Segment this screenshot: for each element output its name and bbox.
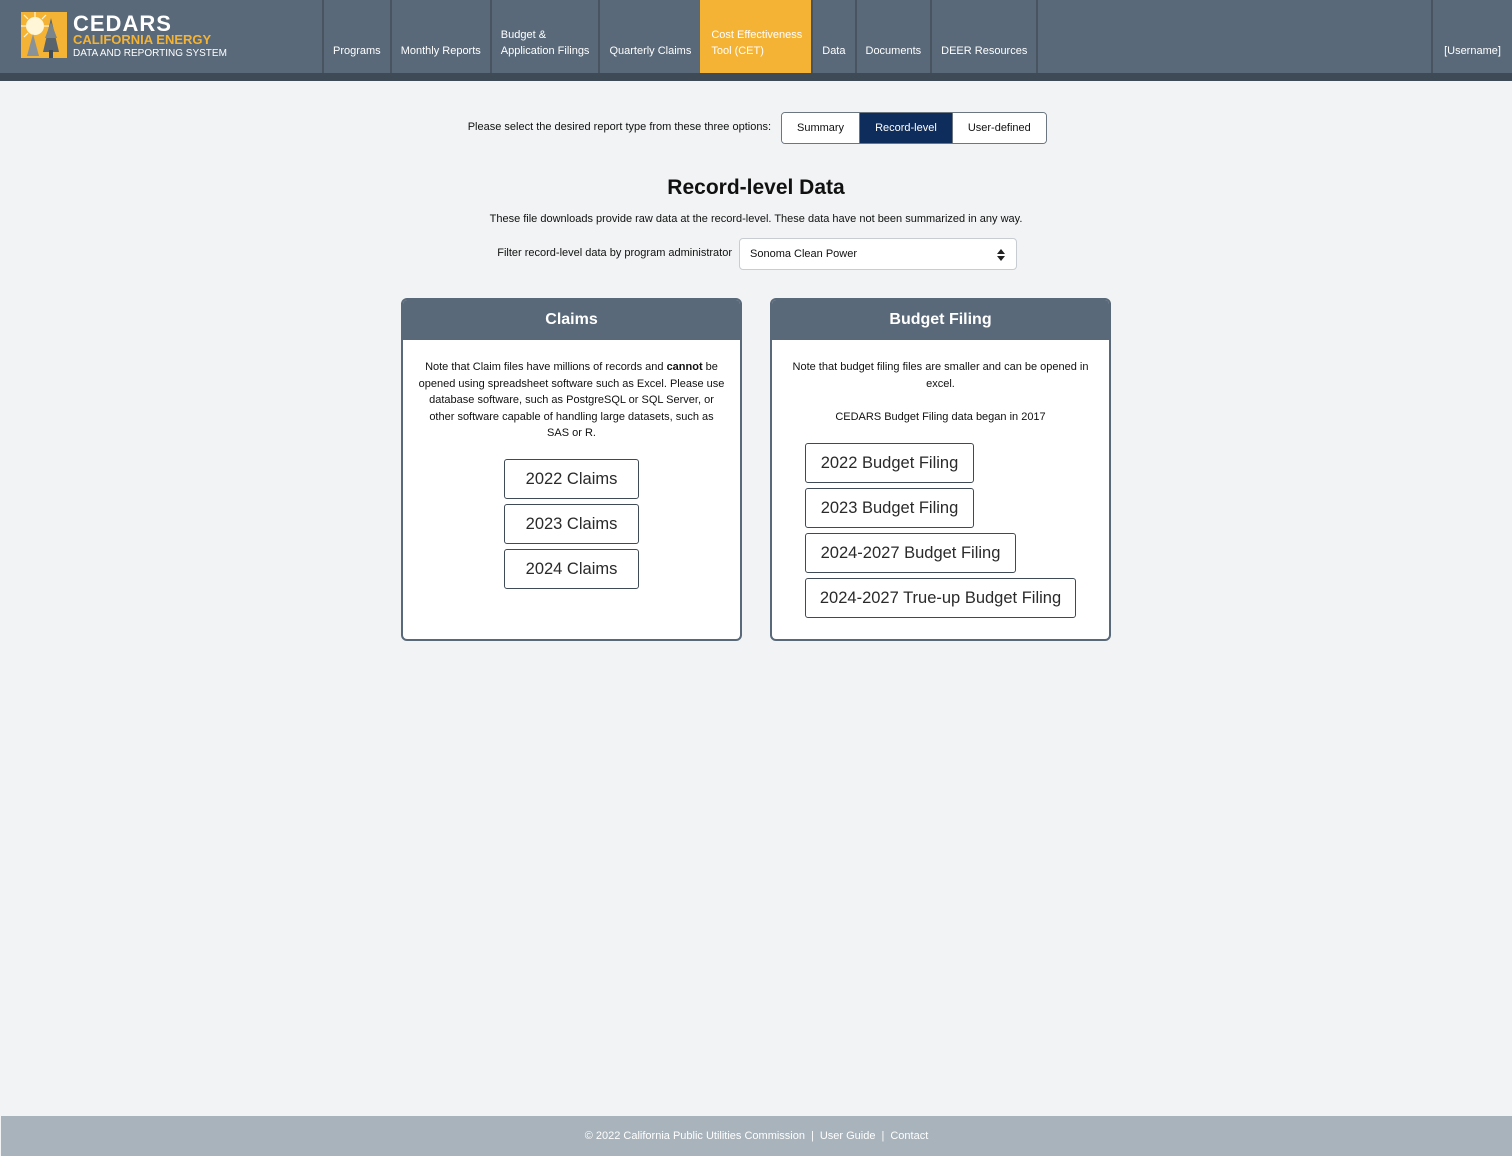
claims-download-list <box>504 459 639 589</box>
nav-label: Budget & Application Filings <box>500 29 590 57</box>
claims-note: Note that Claim files have millions of records and cannot be opened using spreadsheet software such as Excel. Please use database software, such as PostgreSQL or SQL Server, or other software capable of handling large datasets, such as SAS or R. <box>418 361 725 439</box>
download-2023-budget-filing-button[interactable]: 2023 Budget Filing <box>805 488 974 528</box>
nav-label: Quarterly Claims <box>609 45 692 57</box>
footer-separator: | <box>810 1130 814 1142</box>
contact-link[interactable]: Contact <box>890 1130 929 1142</box>
select-value: Sonoma Clean Power <box>750 248 858 260</box>
budget-card-title: Budget Filing <box>772 300 1109 340</box>
cedars-logo[interactable] <box>21 11 227 60</box>
download-2024-2027-true-up-budget-filing-button[interactable]: 2024-2027 True-up Budget Filing <box>805 578 1076 618</box>
page-description: These file downloads provide raw data at the record-level. These data have not been summarized in any way. <box>489 213 1023 225</box>
copyright: © 2022 California Public Utilities Commission <box>584 1130 805 1142</box>
download-2022-claims-button[interactable]: 2022 Claims <box>504 459 639 499</box>
nav-quarterly-claims[interactable] <box>598 0 700 73</box>
report-type-prompt: Please select the desired report type from these three options: <box>467 121 771 133</box>
nav-programs[interactable] <box>322 0 390 73</box>
nav-data[interactable] <box>811 0 854 73</box>
logo-title: CEDARS <box>73 11 172 36</box>
nav-label: DEER Resources <box>941 45 1028 57</box>
nav-label: Programs <box>333 45 381 57</box>
nav-label: Data <box>822 45 846 57</box>
budget-start-note: CEDARS Budget Filing data began in 2017 <box>835 411 1046 423</box>
user-menu[interactable] <box>1431 0 1512 73</box>
sort-arrows-icon <box>996 248 1006 262</box>
footer-separator: | <box>881 1130 885 1142</box>
footer <box>1 1116 1512 1156</box>
username: [Username] <box>1444 45 1501 57</box>
nav-label: Monthly Reports <box>400 45 481 57</box>
nav-deer-resources[interactable] <box>930 0 1036 73</box>
download-2024-2027-budget-filing-button[interactable]: 2024-2027 Budget Filing <box>805 533 1016 573</box>
logo-tagline: DATA AND REPORTING SYSTEM <box>73 48 227 59</box>
user-guide-link[interactable]: User Guide <box>819 1130 876 1142</box>
sun-tree-logo-icon <box>21 12 67 58</box>
nav-budget-application-filings[interactable] <box>490 0 599 73</box>
report-record-level-button[interactable]: Record-level <box>860 113 953 143</box>
budget-note-text: Note that budget filing files are smaller and can be opened in excel. <box>792 361 1089 390</box>
budget-note <box>772 340 1109 426</box>
report-user-defined-button[interactable]: User-defined <box>953 113 1046 143</box>
report-type-toggle <box>781 112 1047 144</box>
claims-card-title: Claims <box>403 300 740 340</box>
claims-card <box>401 298 742 641</box>
filter-label: Filter record-level data by program administrator <box>497 247 732 259</box>
budget-download-list <box>805 443 1109 618</box>
budget-filing-card <box>770 298 1111 641</box>
logo-subtitle: CALIFORNIA ENERGY <box>73 32 212 47</box>
page-title: Record-level Data <box>667 176 845 199</box>
download-2022-budget-filing-button[interactable]: 2022 Budget Filing <box>805 443 974 483</box>
download-2023-claims-button[interactable]: 2023 Claims <box>504 504 639 544</box>
nav-divider <box>1036 0 1038 73</box>
nav-label: Cost Effectiveness Tool (CET) <box>711 29 803 57</box>
nav-monthly-reports[interactable] <box>390 0 490 73</box>
nav-label: Documents <box>865 45 922 57</box>
nav-cost-effectiveness-tool[interactable] <box>700 0 811 73</box>
download-2024-claims-button[interactable]: 2024 Claims <box>504 549 639 589</box>
program-administrator-select[interactable] <box>739 238 1017 270</box>
top-header <box>0 0 1512 81</box>
nav-documents[interactable] <box>855 0 931 73</box>
main-nav <box>322 0 1038 73</box>
report-type-selector <box>0 112 1512 144</box>
report-summary-button[interactable]: Summary <box>782 113 860 143</box>
